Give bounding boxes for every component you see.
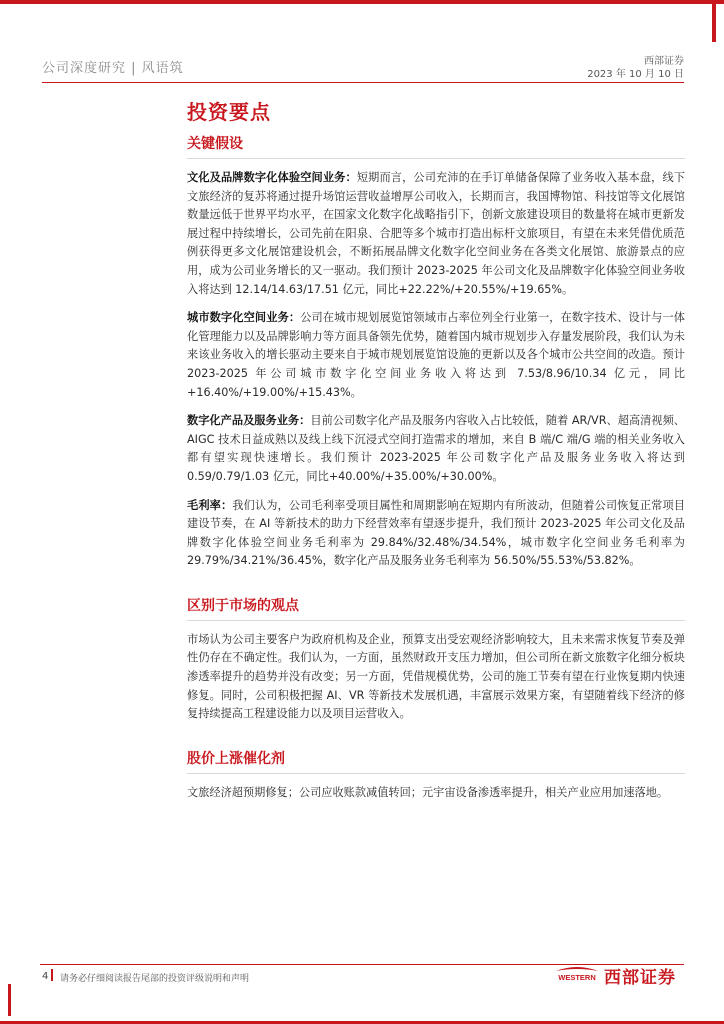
logo-mark-svg <box>552 964 602 986</box>
top-border-bar <box>0 0 724 4</box>
bottom-left-corner-bar <box>8 984 11 1016</box>
footer-separator <box>51 969 53 981</box>
section-heading-key-assumptions: 关键假设 <box>187 133 685 159</box>
paragraph-lead: 毛利率： <box>187 498 233 512</box>
paragraph-market-view <box>187 631 685 724</box>
paragraph-text: 目前公司数字化产品及服务内容收入占比较低，随着 AR/VR、超高清视频、AIGC 技术日益成熟以及线上线下沉浸式空间打造需求的增加，来自 B 端/C 端/G 端的相关业务收入都有望实现快速增长。我们预计 2023-2025 年公司数字化产品及服务业务收入将达到 0.59/0.79/1.03 亿元，同比+40.00%/+35.00%/+30.00%。 <box>187 414 685 483</box>
paragraph-culture-brand <box>187 169 685 299</box>
paragraph-lead: 文化及品牌数字化体验空间业务： <box>187 171 357 184</box>
western-securities-logo <box>552 963 684 987</box>
paragraph-lead: 城市数字化空间业务： <box>187 311 301 325</box>
logo-cn-text: 西部证券 <box>604 967 676 988</box>
paragraph-text: 短期而言，公司充沛的在手订单储备保障了业务收入基本盘，线下文旅经济的复苏将通过提升场馆运营收益增厚公司收入，长期而言，我国博物馆、科技馆等文化展馆数量远低于世界平均水平，在国家文化数字化战略指引下，创新文旅建设项目的数量将在城市更新发展过程中持续增长，公司先前在阳泉、合肥等多个城市打造出标杆文旅项目，有望在未来凭借优质范例获得更多文化展馆建设机会，不断拓展品牌文化数字化空间业务在各类文化展馆、旅游景点的应用，成为公司业务增长的又一驱动。我们预计 2023-2025 年公司文化及品牌数字化体验空间业务收入将达到 12.14/14.63/17.51 亿元，同比+22.22%/+20.55%/+19.65%。 <box>187 171 685 296</box>
page-number: 4 <box>42 971 49 982</box>
page-title: 投资要点 <box>187 100 271 124</box>
section-heading-catalysts: 股价上涨催化剂 <box>187 748 685 774</box>
header-divider <box>42 82 684 83</box>
paragraph-digital-products <box>187 412 685 486</box>
paragraph-text: 市场认为公司主要客户为政府机构及企业，预算支出受宏观经济影响较大，且未来需求恢复节奏及弹性仍存在不确定性。我们认为，一方面，虽然财政开支压力增加，但公司所在新文旅数字化细分板块渗透率提升的趋势并没有改变；另一方面，凭借规模优势，公司的施工节奏有望在行业恢复期内快速修复。同时，公司积极把握 AI、VR 等新技术发展机遇，丰富展示效果方案，有望随着线下经济的修复持续提高工程建设能力以及项目运营收入。 <box>187 632 685 721</box>
paragraph-lead: 数字化产品及服务业务： <box>187 414 311 428</box>
brand-small: 西部证券 <box>644 56 684 67</box>
main-content <box>187 90 685 812</box>
paragraph-text: 我们认为，公司毛利率受项目属性和周期影响在短期内有所波动，但随着公司恢复正常项目建设节奏，在 AI 等新技术的助力下经营效率有望逐步提升，我们预计 2023-2025 年公司文化及品牌数字化体验空间业务毛利率为 29.84%/32.48%/34.54%，城市数字化空间业务毛利率为 29.79%/34.21%/36.45%，数字化产品及服务业务毛利率为 56.50%/55.53%/53.82%。 <box>187 498 685 568</box>
report-type-header: 公司深度研究 | 风语筑 <box>42 61 184 76</box>
report-date: 2023 年 10 月 10 日 <box>587 69 684 80</box>
top-right-corner-bar <box>712 0 716 42</box>
paragraph-text: 公司在城市规划展览馆领域市占率位列全行业第一，在数字技术、设计与一体化管理能力以及品牌影响力等方面具备领先优势，随着国内城市规划步入存量发展阶段，我们认为未来该业务收入的增长驱动主要来自于城市规划展览馆设施的更新以及各个城市公共空间的改造。预计 2023-2025 年公司城市数字化空间业务收入将达到 7.53/8.96/10.34 亿元，同比+16.40%/+19.00%/+15.43%。 <box>187 311 685 399</box>
disclaimer-note: 请务必仔细阅读报告尾部的投资评级说明和声明 <box>60 974 250 984</box>
paragraph-city-digital <box>187 309 685 402</box>
paragraph-text: 文旅经济超预期修复；公司应收账款减值转回；元宇宙设备渗透率提升，相关产业应用加速落地。 <box>187 785 669 799</box>
logo-mark-icon <box>552 964 602 986</box>
section-heading-differentiated-view: 区别于市场的观点 <box>187 595 685 621</box>
paragraph-gross-margin <box>187 497 685 571</box>
logo-en-text: WESTERN <box>558 973 596 982</box>
paragraph-catalysts <box>187 784 685 803</box>
